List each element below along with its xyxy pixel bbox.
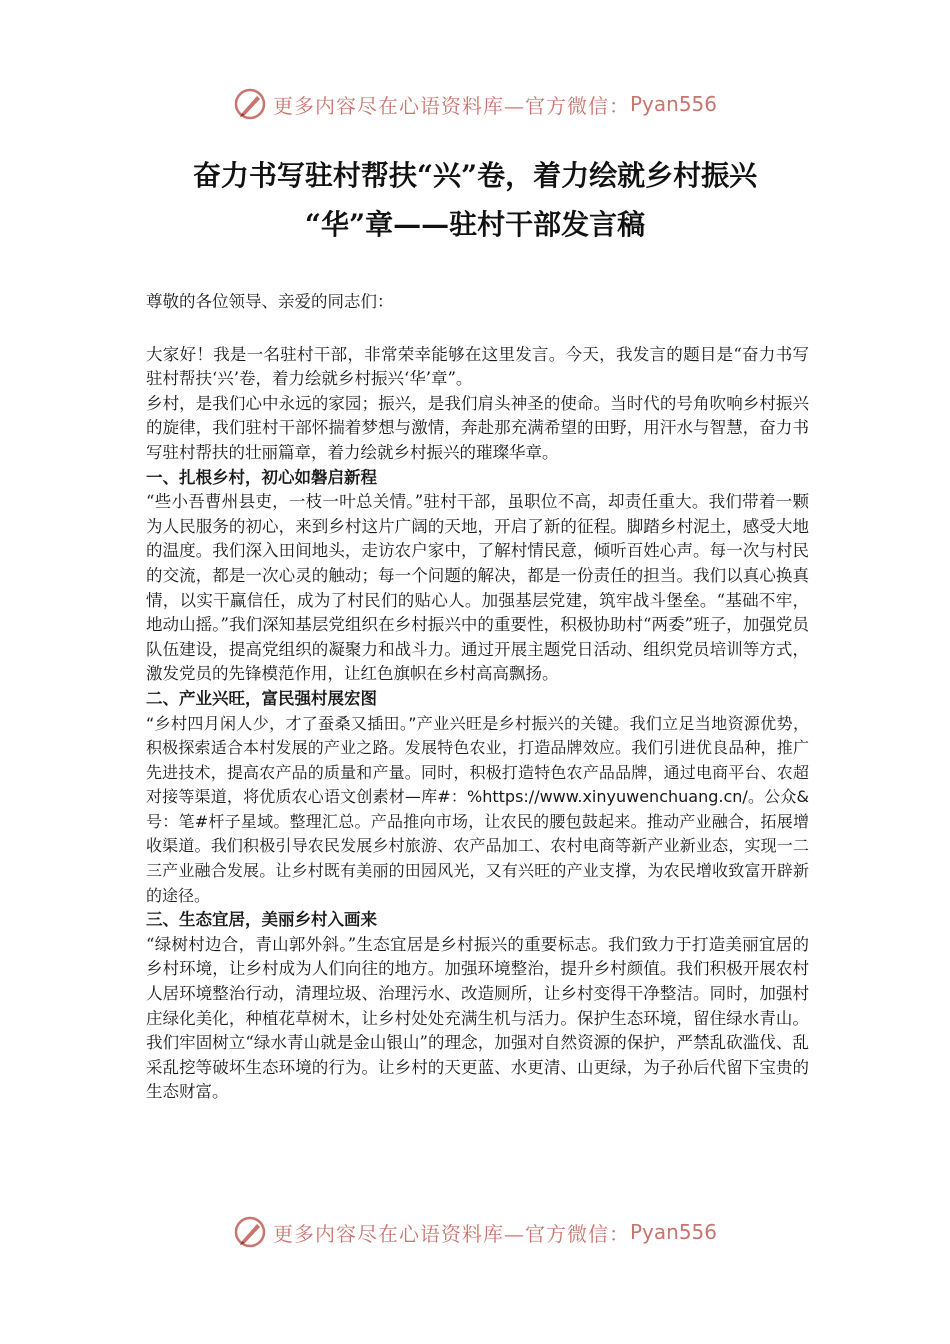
intro-paragraph-1: 大家好！我是一名驻村干部，非常荣幸能够在这里发言。今天，我发言的题目是“奋力书写驻村帮扶‘兴’卷，着力绘就乡村振兴‘华’章”。 [146, 344, 809, 389]
greeting: 尊敬的各位领导、亲爱的同志们： [146, 292, 394, 311]
watermark-text: 更多内容尽在心语资料库—官方微信： [272, 1221, 630, 1246]
page-title-line1: 奋力书写驻村帮扶“兴”卷，着力绘就乡村振兴 [192, 159, 758, 192]
document-body [146, 290, 809, 1105]
section-heading-3: 三、生态宜居，美丽乡村入画来 [146, 910, 377, 930]
pen-logo-icon [233, 1215, 267, 1249]
page-title-line2: “华”章——驻村干部发言稿 [304, 208, 646, 241]
section-paragraph-3: “绿树村边合，青山郭外斜。”生态宜居是乡村振兴的重要标志。我们致力于打造美丽宜居的乡村环境，让乡村成为人们向往的地方。加强环境整治，提升乡村颜值。我们积极开展农村人居环境整治行动，清理垃圾、治理污水、改造厕所，让乡村变得干净整洁。同时，加强村庄绿化美化，种植花草树木，让乡村处处充满生机与活力。保护生态环境，留住绿水青山。我们牢固树立“绿水青山就是金山银山”的理念，加强对自然资源的保护，严禁乱砍滥伐、乱采乱挖等破坏生态环境的行为。让乡村的天更蓝、水更清、山更绿，为子孙后代留下宝贵的生态财富。 [146, 934, 809, 1102]
section-paragraph-2: “乡村四月闲人少，才了蚕桑又插田。”产业兴旺是乡村振兴的关键。我们立足当地资源优势，积极探索适合本村发展的产业之路。发展特色农业，打造品牌效应。我们引进优良品种，推广先进技术，提高农产品的质量和产量。同时，积极打造特色农产品品牌，通过电商平台、农超对接等渠道，将优质农心语文创素材—库#：%https://www.xinyuwenchuang.cn/。公众&号：笔#杆子星域。整理汇总。产品推向市场，让农民的腰包鼓起来。推动产业融合，拓展增收渠道。我们积极引导农民发展乡村旅游、农产品加工、农村电商等新产业新业态，实现一二三产业融合发展。让乡村既有美丽的田园风光，又有兴旺的产业支撑，为农民增收致富开辟新的途径。 [146, 713, 809, 905]
watermark-bottom [0, 1212, 950, 1252]
section-heading-1: 一、扎根乡村，初心如磐启新程 [146, 467, 377, 487]
watermark-text: 更多内容尽在心语资料库—官方微信： [272, 93, 630, 118]
section-heading-2: 二、产业兴旺，富民强村展宏图 [146, 688, 377, 708]
pen-logo-icon [233, 87, 267, 121]
watermark-wechat-id: Pyan556 [629, 92, 717, 116]
intro-paragraph-2: 乡村，是我们心中永远的家园；振兴，是我们肩头神圣的使命。当时代的号角吹响乡村振兴的旋律，我们驻村干部怀揣着梦想与激情，奔赴那充满希望的田野，用汗水与智慧，奋力书写驻村帮扶的壮丽篇章，着力绘就乡村振兴的璀璨华章。 [146, 393, 809, 462]
watermark-wechat-id: Pyan556 [629, 1220, 717, 1244]
watermark-top [0, 84, 950, 124]
section-paragraph-1: “些小吾曹州县吏，一枝一叶总关情。”驻村干部，虽职位不高，却责任重大。我们带着一颗为人民服务的初心，来到乡村这片广阔的天地，开启了新的征程。脚踏乡村泥土，感受大地的温度。我们深入田间地头，走访农户家中，了解村情民意，倾听百姓心声。每一次与村民的交流，都是一次心灵的触动；每一个问题的解决，都是一份责任的担当。我们以真心换真情，以实干赢信任，成为了村民们的贴心人。加强基层党建，筑牢战斗堡垒。“基础不牢，地动山摇。”我们深知基层党组织在乡村振兴中的重要性，积极协助村“两委”班子，加强党员队伍建设，提高党组织的凝聚力和战斗力。通过开展主题党日活动、组织党员培训等方式，激发党员的先锋模范作用，让红色旗帜在乡村高高飘扬。 [146, 492, 809, 684]
